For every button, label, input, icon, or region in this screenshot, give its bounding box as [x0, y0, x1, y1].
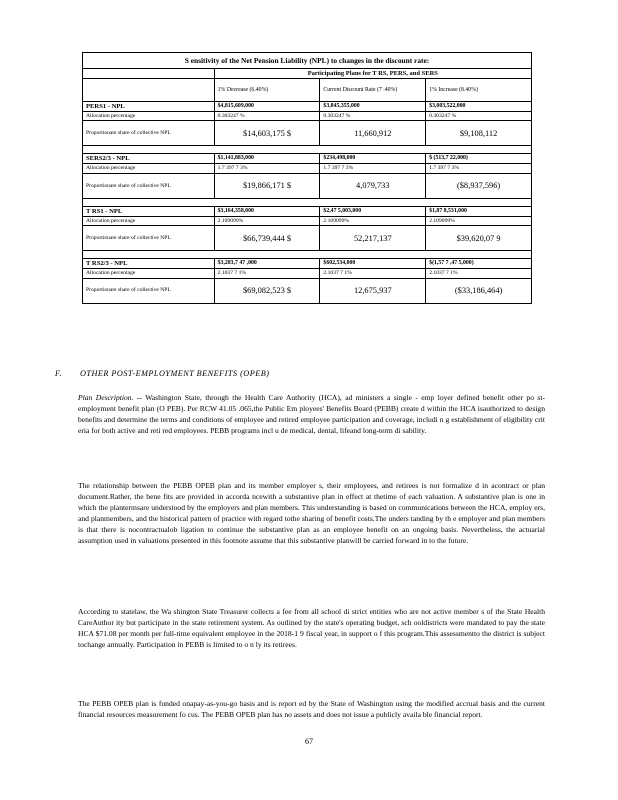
plan-name: T RS1 - NPL — [83, 206, 215, 216]
npl-value: $1,141,883,000 — [214, 154, 320, 164]
row-label: Allocation percentage — [83, 269, 215, 278]
npl-value: $ (513,7 22,000) — [426, 154, 532, 164]
paragraph-funding — [78, 698, 545, 720]
share-value: 52,217,137 — [320, 226, 426, 251]
npl-value: $3,283,7 47 ,000 — [214, 259, 320, 269]
paragraph-text: The PEBB OPEB plan is funded onapay-as-you-go basis and is report ed by the State of Washington using the modified accrual basis and the current financial resources measurement fo cus. The PEBB OPEB plan has no assets and does not issue a publicly availa ble financial report. — [78, 699, 545, 719]
paragraph-plan-description — [78, 392, 545, 436]
page-number: 67 — [305, 737, 313, 746]
paragraph-lead: Plan Description. — [78, 393, 134, 402]
share-value: 11,660,912 — [320, 121, 426, 146]
plan-name: PERS1 - NPL — [83, 102, 215, 112]
share-value: 4,079,733 — [320, 173, 426, 198]
npl-value: $3,164,358,000 — [214, 206, 320, 216]
allocation-value: 0.303247 % — [426, 112, 532, 121]
allocation-value: 2.1037 7 1% — [214, 269, 320, 278]
column-header-decrease: 1% Decrease (6.40%) — [214, 79, 320, 102]
allocation-value: 0.303247 % — [320, 112, 426, 121]
share-value: $14,603,175 $ — [214, 121, 320, 146]
share-value: ($33,186,464) — [426, 278, 532, 303]
row-label: Allocation percentage — [83, 216, 215, 225]
npl-sensitivity-table — [82, 52, 532, 304]
share-value: $69,082,523 $ — [214, 278, 320, 303]
allocation-value: 1.7 397 7 3% — [214, 164, 320, 173]
npl-value: $3,003,522,000 — [426, 102, 532, 112]
row-label: Allocation percentage — [83, 164, 215, 173]
section-letter: F. — [55, 369, 62, 378]
paragraph-text: The relationship between the PEBB OPEB plan and its member employer s, their employees, and retirees is not formalize d in acontract or plan document.Rather, the bene fits are provided in accorda ncewith a substantive plan in effect at thetime of each valuation. A substantive plan is one in which the plantermsare understood by the employers and plan members. This understanding is based on communications between the HCA, employ ers, and planmembers, and the historical pattern of practice with regard tothe sharing of benefit costs.The unders tanding by th e employer and plan members is that there is nocontractualob ligation to continue the substantive plan as an employee benefit on an ongoing basis. Nevertheless, the actuarial assumption used in valuations presented in this footnote assume that this substantive planwill be carried forward in to the future. — [78, 481, 545, 545]
npl-value: $4,815,609,000 — [214, 102, 320, 112]
allocation-value: 1.7 397 7 3% — [320, 164, 426, 173]
paragraph-state-law — [78, 606, 545, 650]
allocation-value: 2.109099% — [214, 216, 320, 225]
npl-value: $2,47 5,003,000 — [320, 206, 426, 216]
share-value: $9,108,112 — [426, 121, 532, 146]
allocation-value: 2.109099% — [320, 216, 426, 225]
column-header-current: Current Discount Rate (7 .40%) — [320, 79, 426, 102]
table-title: S ensitivity of the Net Pension Liability (NPL) to changes in the discount rate: — [83, 53, 532, 69]
npl-value: $1,87 8,531,000 — [426, 206, 532, 216]
row-label: Allocation percentage — [83, 112, 215, 121]
npl-value: $3,845,355,000 — [320, 102, 426, 112]
paragraph-relationship — [78, 480, 545, 546]
section-heading — [55, 369, 269, 378]
column-header-increase: 1% Increase (8.40%) — [426, 79, 532, 102]
row-label: Proportionate share of collective NPL — [83, 226, 215, 251]
share-value: 12,675,937 — [320, 278, 426, 303]
row-label: Proportionate share of collective NPL — [83, 121, 215, 146]
allocation-value: 1.7 397 7 3% — [426, 164, 532, 173]
share-value: $19,866,171 $ — [214, 173, 320, 198]
plan-name: T RS2/3 - NPL — [83, 259, 215, 269]
plan-name: SERS2/3 - NPL — [83, 154, 215, 164]
npl-value: $(1,57 7 ,47 5,000) — [426, 259, 532, 269]
row-label: Proportionate share of collective NPL — [83, 173, 215, 198]
share-value: ($8,937,596) — [426, 173, 532, 198]
share-value: $39,620,07 9 — [426, 226, 532, 251]
row-label: Proportionate share of collective NPL — [83, 278, 215, 303]
paragraph-text: According to statelaw, the Wa shington State Treasurer collects a fee from all school di strict entities who are not active member s of the State Health CareAuthor ity but participate in the state retirement system. As outlined by the state's operating budget, sch ooldistricts were mandated to pay the state HCA $71.08 per month per full-time equivalent employee in the 2018-1 9 fiscal year, in support o f this program.This assessmentto the district is subject tochange annually. Participation in PEBB is limited to o n ly its retirees. — [78, 607, 545, 649]
allocation-value: 2.1037 7 1% — [320, 269, 426, 278]
paragraph-text: -- Washington State, through the Health Care Authority (HCA), ad ministers a single - emp loyer defined benefit other po st-employment benefit plan (O PEB). Per RCW 41.05 .065,the Public Em ployees' Benefits Board (PEBB) create d within the HCA isauthorized to design benefits and determine the terms and conditions of employee and retired employee participation and coverage, includi n g establishment of eligibility crit eria for both active and reti red employees. PEBB programs incl u de medical, dental, lifeand long-term di sability. — [78, 393, 545, 435]
npl-value: $602,534,000 — [320, 259, 426, 269]
section-title: OTHER POST-EMPLOYMENT BENEFITS (OPEB) — [80, 369, 270, 378]
share-value: $66,739,444 $ — [214, 226, 320, 251]
npl-value: $234,498,000 — [320, 154, 426, 164]
allocation-value: 2.109099% — [426, 216, 532, 225]
participating-plans-header: Participating Plans for T RS, PERS, and SERS — [214, 69, 531, 79]
allocation-value: 2.1037 7 1% — [426, 269, 532, 278]
allocation-value: 0.303247 % — [214, 112, 320, 121]
